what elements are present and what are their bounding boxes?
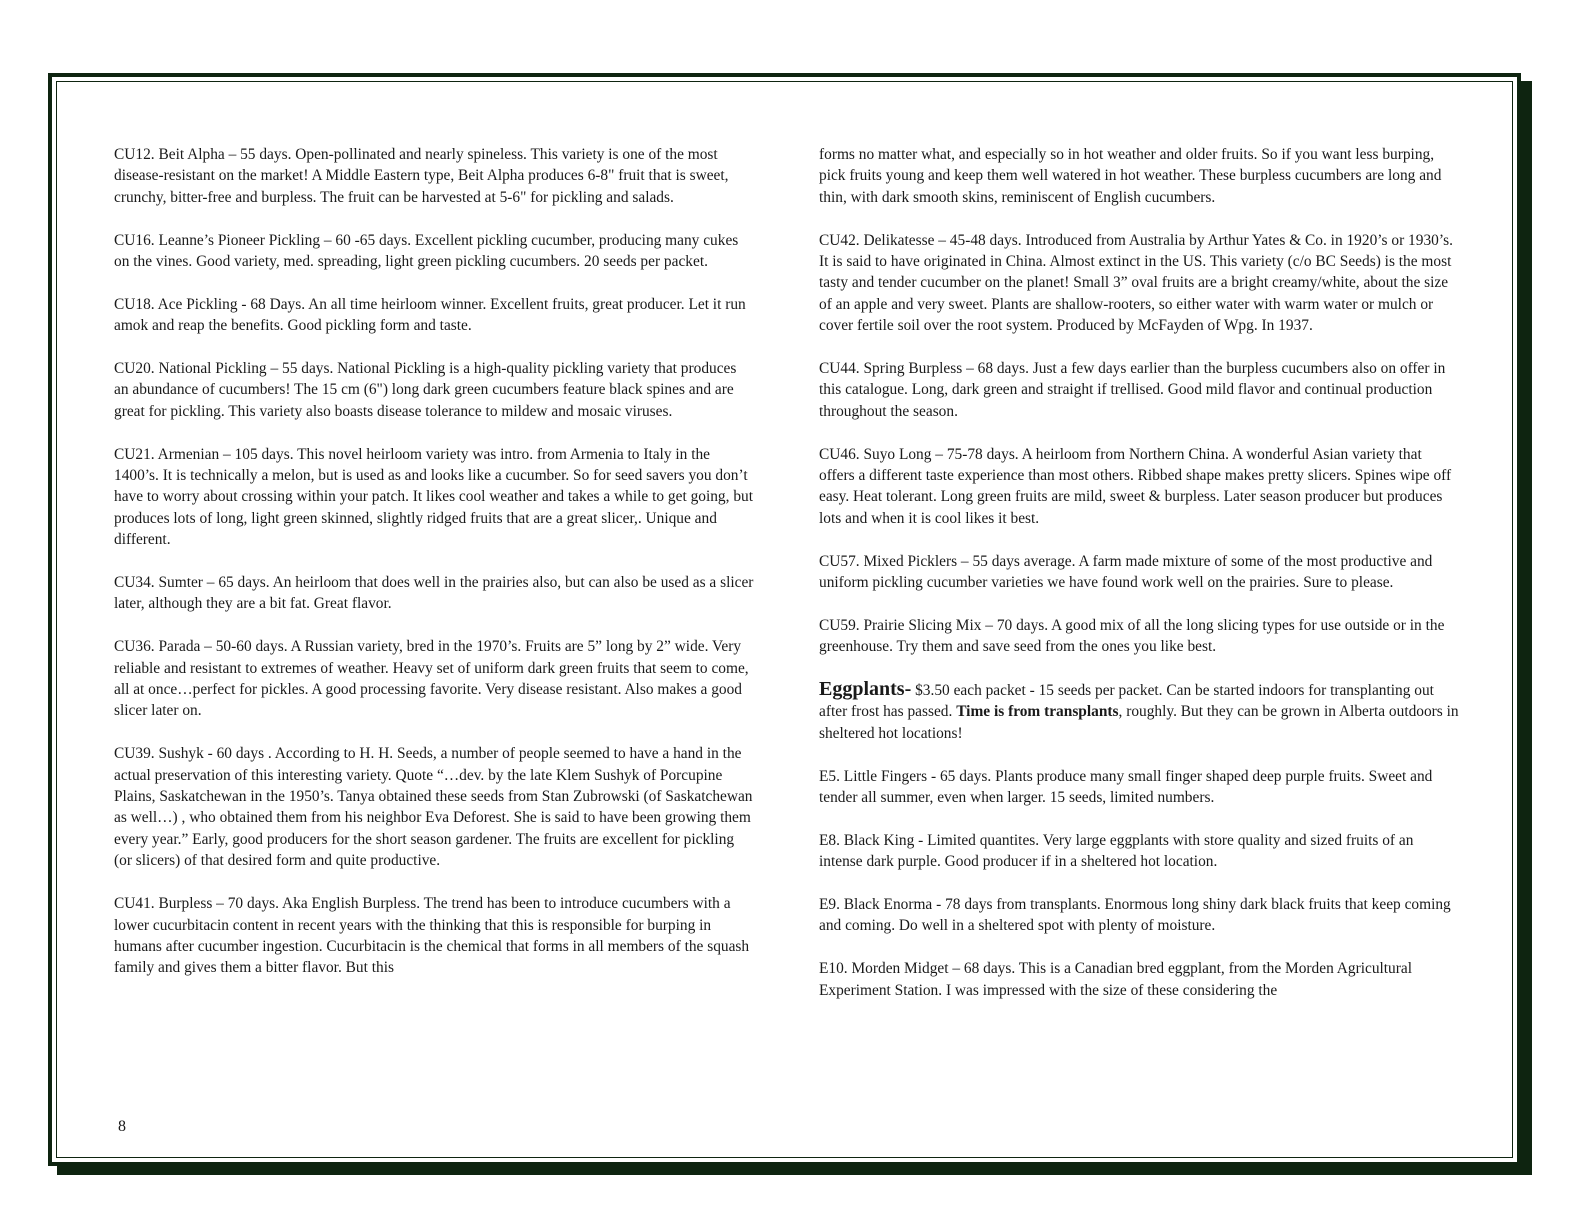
left-column (114, 144, 754, 1000)
page-number: 8 (118, 1118, 126, 1132)
catalog-entry-e9: E9. Black Enorma - 78 days from transplants. Enormous long shiny dark black fruits that keep coming and coming. Do well in a sheltered spot with plenty of moisture. (819, 896, 1451, 935)
catalog-entry-cu18: CU18. Ace Pickling - 68 Days. An all time heirloom winner. Excellent fruits, great producer. Let it run amok and reap the benefits. Good pickling form and taste. (114, 295, 746, 335)
catalog-entry-cu20: CU20. National Pickling – 55 days. National Pickling is a high-quality pickling variety that produces an abundance of cucumbers! The 15 cm (6") long dark green cucumbers feature black spines and are great for pickling. This variety also boasts disease tolerance to mildew and mosaic viruses. (114, 360, 737, 420)
eggplant-section-intro (819, 679, 1459, 744)
catalog-entry-cu16: CU16. Leanne’s Pioneer Pickling – 60 -65 days. Excellent pickling cucumber, producing many cukes on the vines. Good variety, med. spreading, light green pickling cucumbers. 20 seeds per packet. (114, 231, 739, 271)
catalog-entry-cu41-continued: forms no matter what, and especially so in hot weather and older fruits. So if you want less burping, pick fruits young and keep them well watered in hot weather. These burpless cucumbers are long and thin, with dark smooth skins, reminiscent of English cucumbers. (819, 146, 1442, 206)
catalog-entry-cu59: CU59. Prairie Slicing Mix – 70 days. A good mix of all the long slicing types for use outside or in the greenhouse. Try them and save seed from the ones you like best. (819, 616, 1445, 656)
right-column (819, 144, 1459, 1022)
eggplant-intro-text-end: , roughly. But they can be grown in Alberta outdoors in sheltered hot locations! (819, 703, 1459, 742)
eggplant-section-heading: Eggplants- (819, 678, 912, 701)
catalog-entry-cu44: CU44. Spring Burpless – 68 days. Just a few days earlier than the burpless cucumbers also on offer in this catalogue. Long, dark green and straight if trellised. Good mild flavor and continual production throughout the season. (819, 360, 1446, 420)
catalog-entry-cu21: CU21. Armenian – 105 days. This novel heirloom variety was intro. from Armenia to Italy in the 1400’s. It is technically a melon, but is used as and looks like a cucumber. So for seed savers you don’t have to worry about crossing within your patch. It likes cool weather and takes a while to get going, but produces lots of long, light green skinned, slightly ridged fruits that are a great slicer,. Unique and different. (114, 445, 753, 549)
catalog-entry-cu36: CU36. Parada – 50-60 days. A Russian variety, bred in the 1970’s. Fruits are 5” long by 2” wide. Very reliable and resistant to extremes of weather. Heavy set of uniform dark green fruits that seem to come, all at once…perfect for pickles. A good processing favorite. Very disease resistant. Also makes a good slicer later on. (114, 638, 749, 720)
eggplant-intro-bold: Time is from transplants (956, 703, 1119, 721)
catalog-entry-cu57: CU57. Mixed Picklers – 55 days average. A farm made mixture of some of the most productive and uniform pickling cucumber varieties we have found work well on the prairies. Sure to please. (819, 552, 1433, 592)
catalog-entry-e8: E8. Black King - Limited quantites. Very large eggplants with store quality and sized fruits of an intense dark purple. Good producer if in a sheltered hot location. (819, 831, 1414, 871)
catalog-entry-cu41: CU41. Burpless – 70 days. Aka English Burpless. The trend has been to introduce cucumbers with a lower cucurbitacin content in recent years with the thinking that this is responsible for burping in humans after cucumber ingestion. Cucurbitacin is the chemical that forms in all members of the squash family and gives them a bitter flavor. But this (114, 895, 750, 977)
eggplant-intro-text: $3.50 each packet - 15 seeds per packet. Can be started indoors for transplanting out after frost has passed. (819, 682, 1434, 721)
catalog-entry-cu12: CU12. Beit Alpha – 55 days. Open-pollinated and nearly spineless. This variety is one of the most disease-resistant on the market! A Middle Eastern type, Beit Alpha produces 6-8" fruit that is sweet, crunchy, bitter-free and burpless. The fruit can be harvested at 5-6" for pickling and salads. (114, 146, 729, 206)
catalog-entry-cu39: CU39. Sushyk - 60 days . According to H. H. Seeds, a number of people seemed to have a hand in the actual preservation of this interesting variety. Quote “…dev. by the late Klem Sushyk of Porcupine Plains, Saskatchewan in the 1950’s. Tanya obtained these seeds from Stan Zubrowski (of Saskatchewan as well…) , who obtained them from his neighbor Eva Deforest. She is said to have been growing them every year.” Early, good producers for the short season gardener. The fruits are excellent for pickling (or slicers) of that desired form and quite productive. (114, 745, 753, 870)
catalog-entry-cu34: CU34. Sumter – 65 days. An heirloom that does well in the prairies also, but can also be used as a slicer later, although they are a bit fat. Great flavor. (114, 574, 754, 613)
catalog-entry-cu46: CU46. Suyo Long – 75-78 days. A heirloom from Northern China. A wonderful Asian variety that offers a different taste experience than most others. Ribbed shape makes pretty slicers. Spines wipe off easy. Heat tolerant. Long green fruits are mild, sweet & burpless. Later season producer but produces lots and when it is cool likes it best. (819, 445, 1452, 527)
catalog-entry-cu42: CU42. Delikatesse – 45-48 days. Introduced from Australia by Arthur Yates & Co. in 1920’s or 1930’s. It is said to have originated in China. Almost extinct in the US. This variety (c/o BC Seeds) is the most tasty and tender cucumber on the planet! Small 3” oval fruits are a bright creamy/white, about the size of an apple and very sweet. Plants are shallow-rooters, so either water with warm water or mulch or cover fertile soil over the root system. Produced by McFayden of Wpg. In 1937. (819, 231, 1453, 335)
catalog-entry-e5: E5. Little Fingers - 65 days. Plants produce many small finger shaped deep purple fruits. Sweet and tender all summer, even when larger. 15 seeds, limited numbers. (819, 767, 1433, 807)
catalog-entry-e10: E10. Morden Midget – 68 days. This is a Canadian bred eggplant, from the Morden Agricultural Experiment Station. I was impressed with the size of these considering the (819, 960, 1412, 999)
